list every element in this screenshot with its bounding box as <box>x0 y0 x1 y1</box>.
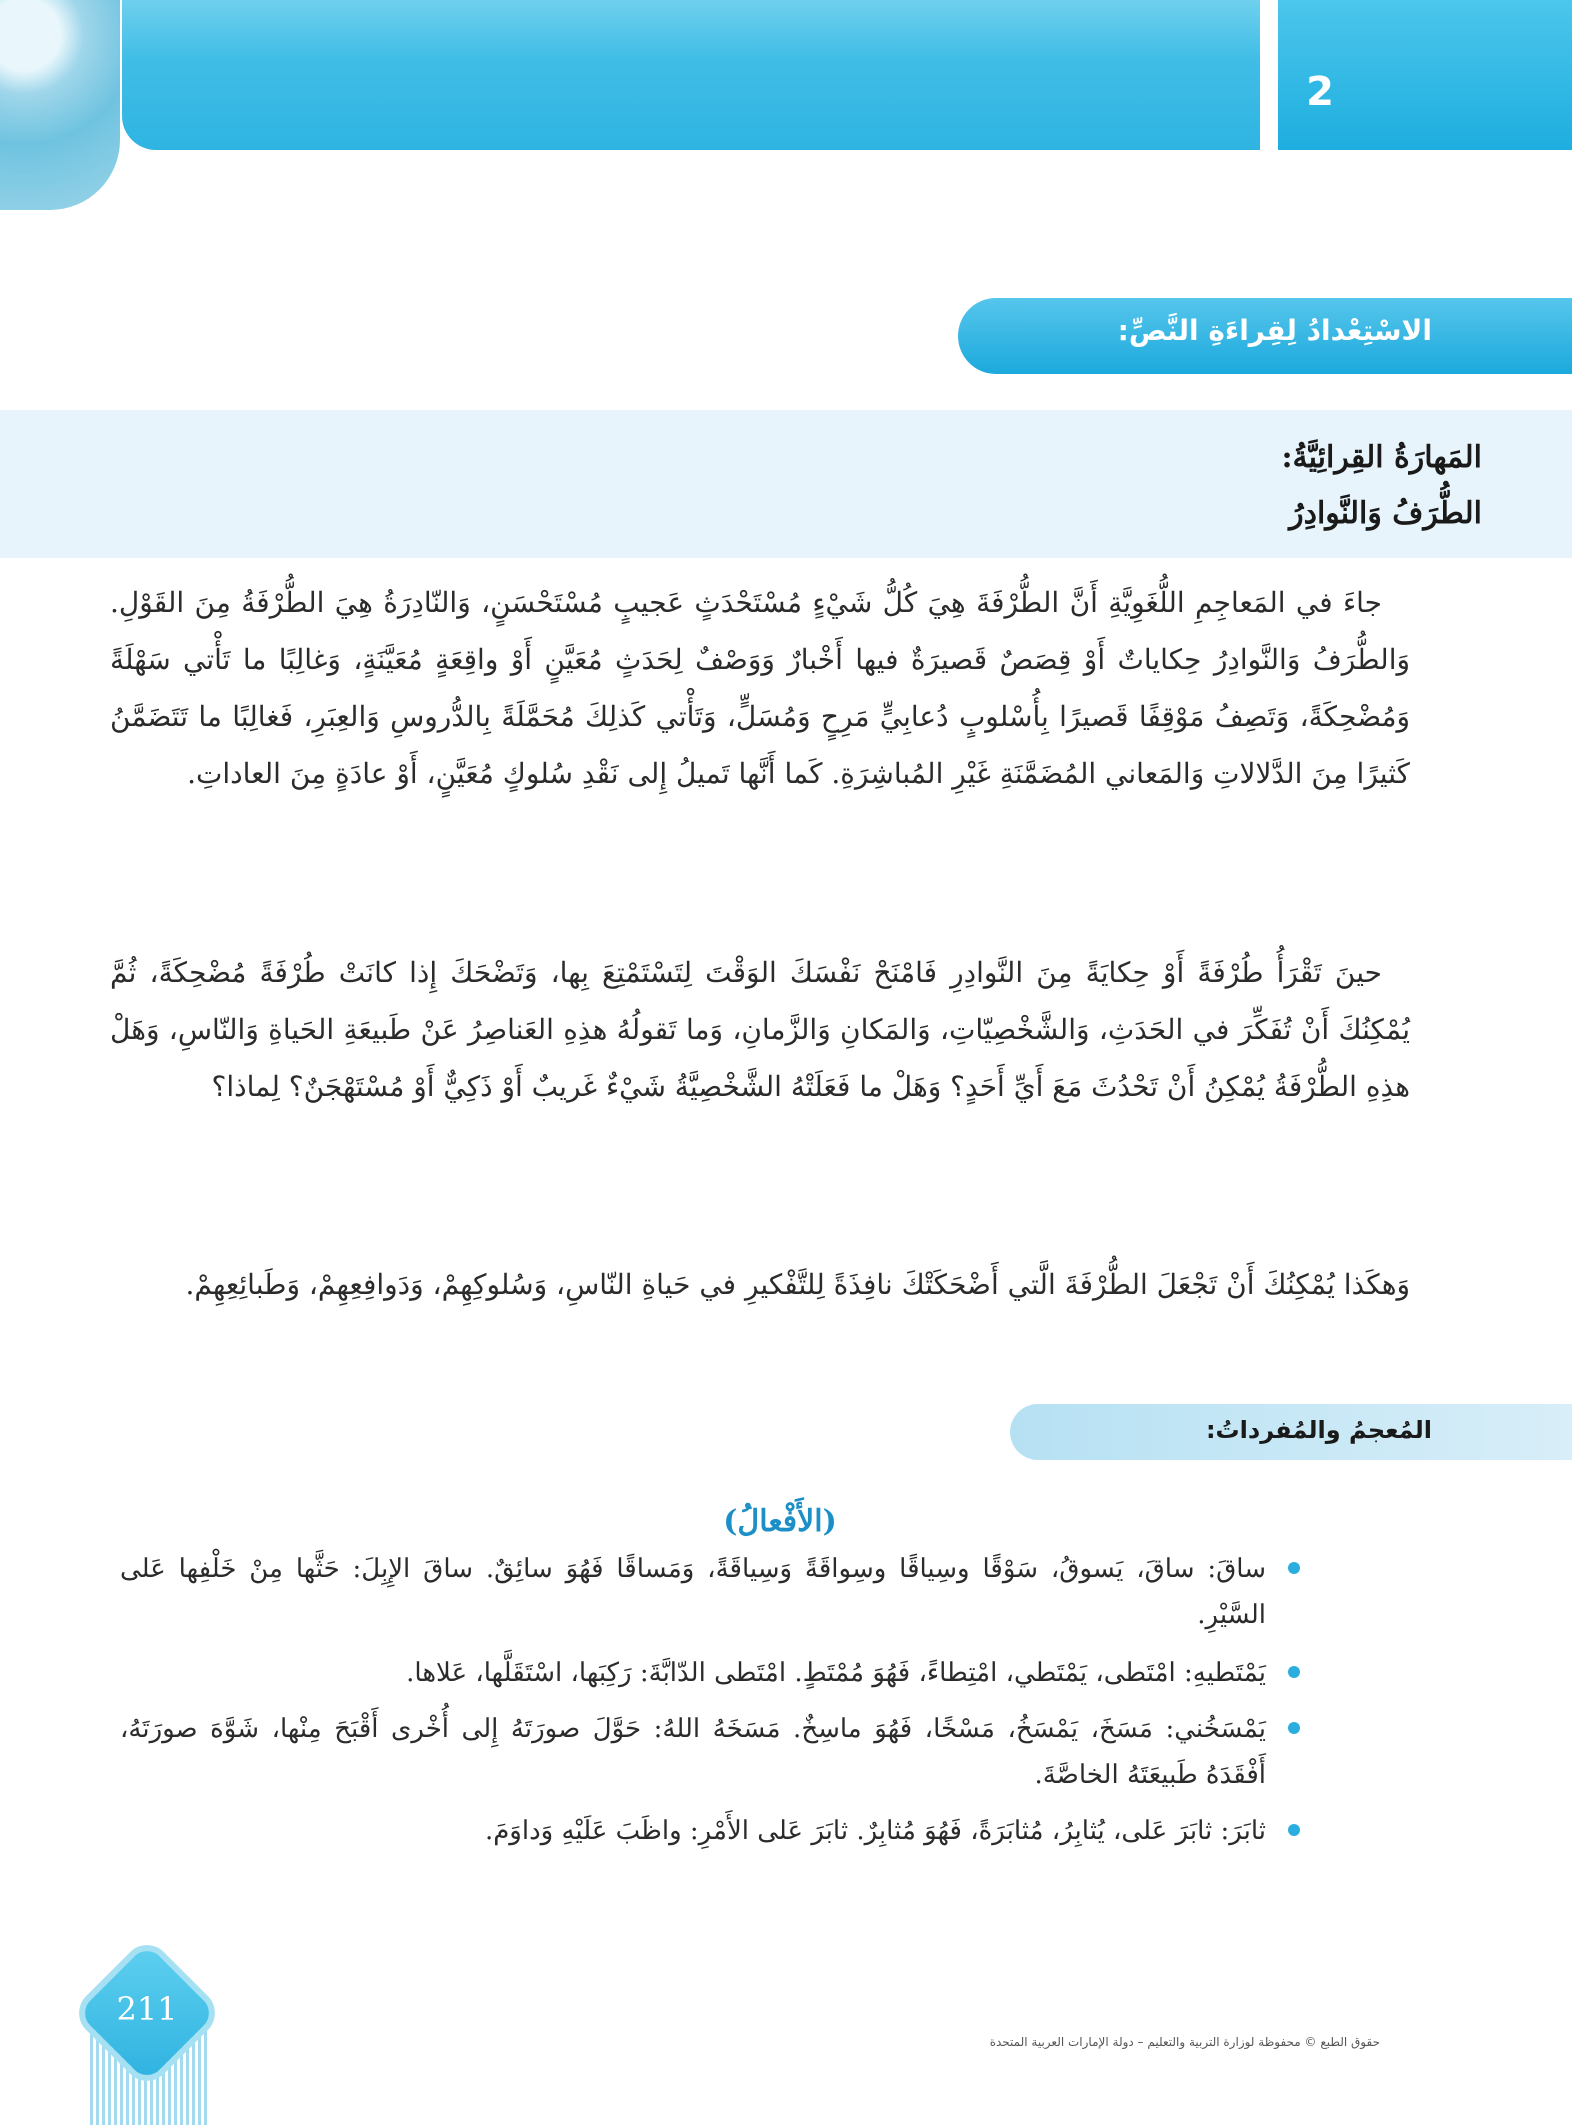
bullet-icon <box>1288 1562 1300 1574</box>
skill-topic: الطُّرَفُ وَالنَّوادِرُ <box>1289 496 1482 531</box>
dictionary-title: المُعجمُ والمُفرداتُ: <box>1205 1416 1432 1444</box>
bullet-icon <box>1288 1666 1300 1678</box>
skill-label: المَهارَةُ القِرائِيَّةُ: <box>1281 440 1482 475</box>
verbs-heading: (الأَفْعالُ) <box>723 1504 837 1539</box>
corner-decoration <box>0 0 120 210</box>
copyright-notice: حقوق الطبع © محفوظة لوزارة التربية والتعليم – دولة الإمارات العربية المتحدة <box>989 2035 1380 2049</box>
entry-text: يَمْتَطيهِ: امْتَطى، يَمْتَطي، امْتِطاءً، فَهُوَ مُمْتَطٍ. امْتَطى الدّابَّةَ: رَكِبَها، اسْتَقَلَّها، عَلاها. <box>406 1658 1266 1688</box>
dictionary-entry <box>120 1808 1300 1854</box>
banner-divider <box>1260 0 1278 150</box>
bullet-icon <box>1288 1722 1300 1734</box>
paragraph-1: جاءَ في المَعاجِمِ اللُّغَوِيَّةِ أَنَّ الطُّرْفَةَ هِيَ كُلُّ شَيْءٍ مُسْتَحْدَثٍ عَجيبٍ مُسْتَحْسَنٍ، وَالنّادِرَةُ هِيَ الطُّرْفَةُ مِنَ القَوْلِ. وَالطُّرَفُ وَالنَّوادِرُ حِكاياتٌ أَوْ قِصَصٌ قَصيرَةٌ فيها أَخْبارٌ وَوَصْفٌ لِحَدَثٍ مُعَيَّنٍ أَوْ واقِعَةٍ مُعَيَّنَةٍ، وَغالِبًا ما تَأْتي سَهْلَةً وَمُضْحِكَةً، وَتَصِفُ مَوْقِفًا قَصيرًا بِأُسْلوبٍ دُعابِيٍّ مَرِحٍ وَمُسَلٍّ، وَتَأْتي كَذلِكَ مُحَمَّلَةً بِالدُّروسِ وَالعِبَرِ، فَغالِبًا ما تَتَضَمَّنُ كَثيرًا مِنَ الدَّلالاتِ وَالمَعاني المُضَمَّنَةِ غَيْرِ المُباشِرَةِ. كَما أَنَّها تَميلُ إِلى نَقْدِ سُلوكٍ مُعَيَّنٍ، أَوْ عادَةٍ مِنَ العاداتِ. <box>110 586 1410 790</box>
dictionary-entry <box>120 1546 1300 1638</box>
page-number: 211 <box>116 1990 178 2028</box>
dictionary-entry <box>120 1706 1300 1798</box>
dictionary-entry <box>120 1650 1300 1696</box>
entry-text: ساقَ: ساقَ، يَسوقُ، سَوْقًا وسِياقًا وسِواقَةً وَسِياقَةً، وَمَساقًا فَهُوَ سائِقٌ. ساقَ الإِبِلَ: حَثَّها مِنْ خَلْفِها عَلى السَّيْرِ. <box>120 1554 1266 1630</box>
dictionary-header <box>1010 1404 1572 1460</box>
paragraph-3: وَهكَذا يُمْكِنُكَ أَنْ تَجْعَلَ الطُّرْفَةَ الَّتي أَضْحَكَتْكَ نافِذَةً لِلتَّفْكيرِ في حَياةِ النّاسِ، وَسُلوكِهِمْ، وَدَوافِعِهِمْ، وَطَبائِعِهِمْ. <box>185 1268 1410 1301</box>
top-banner <box>122 0 1260 150</box>
paragraph-2: حينَ تَقْرَأُ طُرْفَةً أَوْ حِكايَةً مِنَ النَّوادِرِ فَامْنَحْ نَفْسَكَ الوَقْتَ لِتَسْتَمْتِعَ بِها، وَتَضْحَكَ إِذا كانَتْ طُرْفَةً مُضْحِكَةً، ثُمَّ يُمْكِنُكَ أَنْ تُفَكِّرَ في الحَدَثِ، وَالشَّخْصِيّاتِ، وَالمَكانِ وَالزَّمانِ، وَما تَقولُهُ هذِهِ العَناصِرُ عَنْ طَبيعَةِ الحَياةِ وَالنّاسِ، وَهَلْ هذِهِ الطُّرْفَةُ يُمْكِنُ أَنْ تَحْدُثَ مَعَ أَيِّ أَحَدٍ؟ وَهَلْ ما فَعَلَتْهُ الشَّخْصِيَّةُ شَيْءٌ غَريبٌ أَوْ ذَكِيٌّ أَوْ مُسْتَهْجَنٌ؟ لِماذا؟ <box>110 956 1410 1103</box>
section-title: الاسْتِعْدادُ لِقِراءَةِ النَّصِّ: <box>1117 314 1432 347</box>
unit-number: 2 <box>1306 69 1334 115</box>
entry-text: يَمْسَخُني: مَسَخَ، يَمْسَخُ، مَسْخًا، فَهُوَ ماسِخٌ. مَسَخَهُ اللهُ: حَوَّلَ صورَتَهُ إِلى أُخْرى أَقْبَحَ مِنْها، شَوَّهَ صورَتَهُ، أَفْقَدَهُ طَبيعَتَهُ الخاصَّةَ. <box>120 1714 1266 1790</box>
skill-band <box>0 410 1572 558</box>
section-header <box>958 298 1572 374</box>
entry-text: ثابَرَ: ثابَرَ عَلى، يُثابِرُ، مُثابَرَةً، فَهُوَ مُثابِرٌ. ثابَرَ عَلى الأَمْرِ: واظَبَ عَلَيْهِ وَداوَمَ. <box>484 1816 1266 1846</box>
bullet-icon <box>1288 1824 1300 1836</box>
